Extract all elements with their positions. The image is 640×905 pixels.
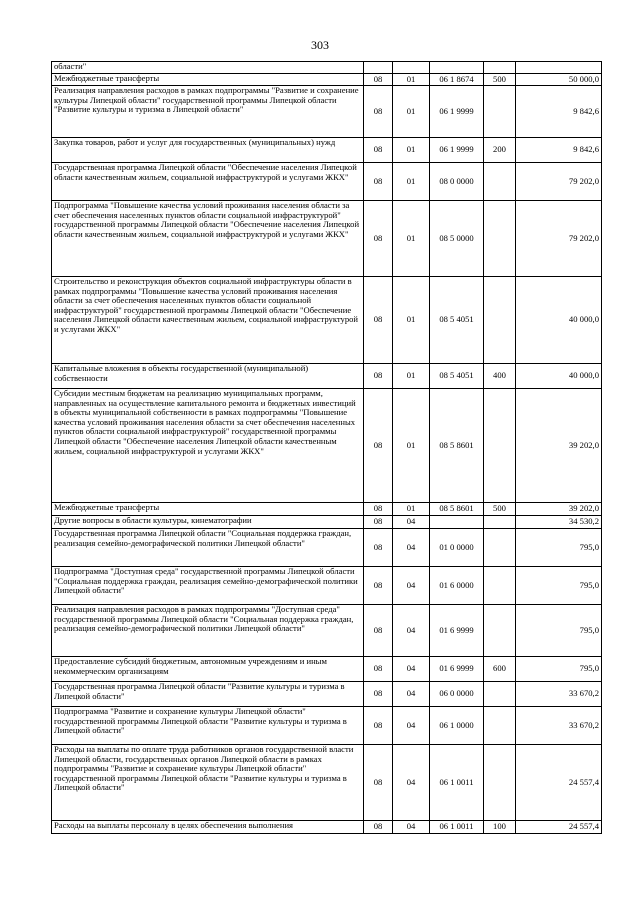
cell-target-article: 06 1 0011 (430, 821, 484, 834)
cell-amount: 33 670,2 (516, 707, 602, 745)
table-row (52, 657, 602, 682)
cell-expense-type: 500 (484, 74, 516, 86)
table-row (52, 138, 602, 163)
cell-target-article: 08 0 0000 (430, 163, 484, 201)
cell-subsection: 04 (393, 605, 430, 657)
cell-subsection: 01 (393, 74, 430, 86)
table-row (52, 605, 602, 657)
cell-amount (516, 62, 602, 74)
cell-target-article: 08 5 8601 (430, 389, 484, 503)
cell-section: 08 (364, 707, 393, 745)
cell-target-article: 06 1 8674 (430, 74, 484, 86)
cell-name: Межбюджетные трансферты (52, 74, 364, 86)
cell-section: 08 (364, 201, 393, 277)
cell-section: 08 (364, 821, 393, 834)
cell-subsection: 01 (393, 503, 430, 516)
cell-subsection: 01 (393, 163, 430, 201)
cell-section: 08 (364, 682, 393, 707)
cell-name: Предоставление субсидий бюджетным, автономным учреждениям и иным некоммерческим организациям (52, 657, 364, 682)
cell-expense-type (484, 163, 516, 201)
cell-expense-type (484, 201, 516, 277)
page-number: 303 (311, 38, 329, 52)
cell-subsection: 01 (393, 364, 430, 389)
table-row (52, 201, 602, 277)
cell-subsection: 01 (393, 201, 430, 277)
cell-subsection: 04 (393, 529, 430, 567)
cell-section: 08 (364, 657, 393, 682)
cell-amount: 39 202,0 (516, 389, 602, 503)
cell-name: Реализация направления расходов в рамках подпрограммы "Развитие и сохранение культуры Липецкой области" государственной программы Липецкой области "Развитие культуры и туризма в Липецкой области" (52, 86, 364, 138)
cell-section: 08 (364, 516, 393, 529)
cell-expense-type (484, 516, 516, 529)
cell-subsection: 04 (393, 707, 430, 745)
cell-target-article: 08 5 8601 (430, 503, 484, 516)
cell-amount: 795,0 (516, 529, 602, 567)
cell-expense-type: 200 (484, 138, 516, 163)
cell-amount: 9 842,6 (516, 86, 602, 138)
cell-expense-type (484, 707, 516, 745)
table-row (52, 503, 602, 516)
cell-section: 08 (364, 567, 393, 605)
cell-amount: 40 000,0 (516, 277, 602, 364)
cell-target-article: 08 5 4051 (430, 277, 484, 364)
cell-expense-type (484, 389, 516, 503)
cell-expense-type: 400 (484, 364, 516, 389)
cell-name: Подпрограмма "Доступная среда" государственной программы Липецкой области "Социальная поддержка граждан, реализация семейно-демографической политики Липецкой области" (52, 567, 364, 605)
cell-target-article: 01 6 9999 (430, 605, 484, 657)
table-row (52, 745, 602, 821)
cell-amount: 24 557,4 (516, 745, 602, 821)
table-row (52, 682, 602, 707)
budget-table (51, 61, 602, 834)
cell-amount: 24 557,4 (516, 821, 602, 834)
cell-subsection: 01 (393, 138, 430, 163)
cell-amount: 9 842,6 (516, 138, 602, 163)
cell-name: Межбюджетные трансферты (52, 503, 364, 516)
cell-section: 08 (364, 277, 393, 364)
cell-target-article (430, 62, 484, 74)
table-row (52, 277, 602, 364)
cell-target-article: 01 0 0000 (430, 529, 484, 567)
cell-expense-type (484, 529, 516, 567)
cell-name: Субсидии местным бюджетам на реализацию муниципальных программ, направленных на осуществление капитального ремонта и бюджетных инвестиций в объекты муниципальной собственности в рамках подпрограммы "Повышение качества условий проживания населения области за счет обеспечения населенных пунктов области социальной инфраструктурой" государственной программы Липецкой области "Обеспечение населения Липецкой области качественным жильем, социальной инфраструктурой и услугами ЖКХ" (52, 389, 364, 503)
cell-name: Капитальные вложения в объекты государственной (муниципальной) собственности (52, 364, 364, 389)
cell-section: 08 (364, 503, 393, 516)
cell-amount: 50 000,0 (516, 74, 602, 86)
table-body (52, 62, 602, 834)
cell-amount: 34 530,2 (516, 516, 602, 529)
cell-expense-type (484, 277, 516, 364)
table-row (52, 821, 602, 834)
cell-amount: 795,0 (516, 657, 602, 682)
cell-expense-type: 100 (484, 821, 516, 834)
cell-subsection: 01 (393, 389, 430, 503)
cell-amount: 33 670,2 (516, 682, 602, 707)
cell-amount: 40 000,0 (516, 364, 602, 389)
cell-section: 08 (364, 364, 393, 389)
cell-target-article: 08 5 4051 (430, 364, 484, 389)
cell-subsection: 04 (393, 745, 430, 821)
cell-name: Расходы на выплаты персоналу в целях обеспечения выполнения (52, 821, 364, 834)
cell-expense-type: 500 (484, 503, 516, 516)
cell-section: 08 (364, 389, 393, 503)
cell-subsection: 04 (393, 682, 430, 707)
cell-target-article (430, 516, 484, 529)
cell-name: Строительство и реконструкция объектов социальной инфраструктуры области в рамках подпрограммы "Повышение качества условий проживания населения области за счет обеспечения населенных пунктов области социальной инфраструктурой" государственной программы Липецкой области "Обеспечение населения Липецкой области качественным жильем, социальной инфраструктурой и услугами ЖКХ" (52, 277, 364, 364)
cell-expense-type: 600 (484, 657, 516, 682)
cell-amount: 79 202,0 (516, 163, 602, 201)
cell-target-article: 01 6 0000 (430, 567, 484, 605)
cell-section: 08 (364, 529, 393, 567)
cell-section: 08 (364, 86, 393, 138)
table-row (52, 86, 602, 138)
cell-subsection: 01 (393, 86, 430, 138)
table-row (52, 62, 602, 74)
cell-amount: 795,0 (516, 605, 602, 657)
cell-name: Государственная программа Липецкой области "Развитие культуры и туризма в Липецкой области" (52, 682, 364, 707)
table-row (52, 529, 602, 567)
cell-subsection (393, 62, 430, 74)
cell-section: 08 (364, 605, 393, 657)
cell-name: Реализация направления расходов в рамках подпрограммы "Доступная среда" государственной программы Липецкой области "Социальная поддержка граждан, реализация семейно-демографической политики Липецкой области" (52, 605, 364, 657)
cell-amount: 795,0 (516, 567, 602, 605)
table-row (52, 707, 602, 745)
cell-expense-type (484, 86, 516, 138)
cell-name: Другие вопросы в области культуры, кинематографии (52, 516, 364, 529)
cell-section: 08 (364, 745, 393, 821)
cell-expense-type (484, 745, 516, 821)
cell-target-article: 08 5 0000 (430, 201, 484, 277)
cell-section (364, 62, 393, 74)
cell-name: Государственная программа Липецкой области "Обеспечение населения Липецкой области качественным жильем, социальной инфраструктурой и услугами ЖКХ" (52, 163, 364, 201)
cell-target-article: 01 6 9999 (430, 657, 484, 682)
cell-section: 08 (364, 163, 393, 201)
cell-expense-type (484, 62, 516, 74)
cell-target-article: 06 1 0011 (430, 745, 484, 821)
cell-amount: 39 202,0 (516, 503, 602, 516)
cell-target-article: 06 1 0000 (430, 707, 484, 745)
table-row (52, 516, 602, 529)
table-row (52, 567, 602, 605)
table-row (52, 163, 602, 201)
cell-name: Государственная программа Липецкой области "Социальная поддержка граждан, реализация семейно-демографической политики Липецкой области" (52, 529, 364, 567)
cell-subsection: 04 (393, 821, 430, 834)
cell-target-article: 06 0 0000 (430, 682, 484, 707)
cell-name: Расходы на выплаты по оплате труда работников органов государственной власти Липецкой области, государственных органов Липецкой области в рамках подпрограммы "Развитие и сохранение культуры Липецкой области" государственной программы Липецкой области "Развитие культуры и туризма в Липецкой области" (52, 745, 364, 821)
cell-amount: 79 202,0 (516, 201, 602, 277)
cell-subsection: 01 (393, 277, 430, 364)
cell-expense-type (484, 682, 516, 707)
table-row (52, 389, 602, 503)
cell-name: области" (52, 62, 364, 74)
cell-target-article: 06 1 9999 (430, 138, 484, 163)
cell-expense-type (484, 567, 516, 605)
table-row (52, 74, 602, 86)
cell-subsection: 04 (393, 516, 430, 529)
table-row (52, 364, 602, 389)
cell-section: 08 (364, 138, 393, 163)
cell-subsection: 04 (393, 657, 430, 682)
cell-target-article: 06 1 9999 (430, 86, 484, 138)
cell-subsection: 04 (393, 567, 430, 605)
cell-name: Закупка товаров, работ и услуг для государственных (муниципальных) нужд (52, 138, 364, 163)
cell-expense-type (484, 605, 516, 657)
cell-name: Подпрограмма "Развитие и сохранение культуры Липецкой области" государственной программы Липецкой области "Развитие культуры и туризма в Липецкой области" (52, 707, 364, 745)
cell-section: 08 (364, 74, 393, 86)
cell-name: Подпрограмма "Повышение качества условий проживания населения области за счет обеспечения населенных пунктов области социальной инфраструктурой" государственной программы Липецкой области "Обеспечение населения Липецкой области качественным жильем, социальной инфраструктурой и услугами ЖКХ" (52, 201, 364, 277)
